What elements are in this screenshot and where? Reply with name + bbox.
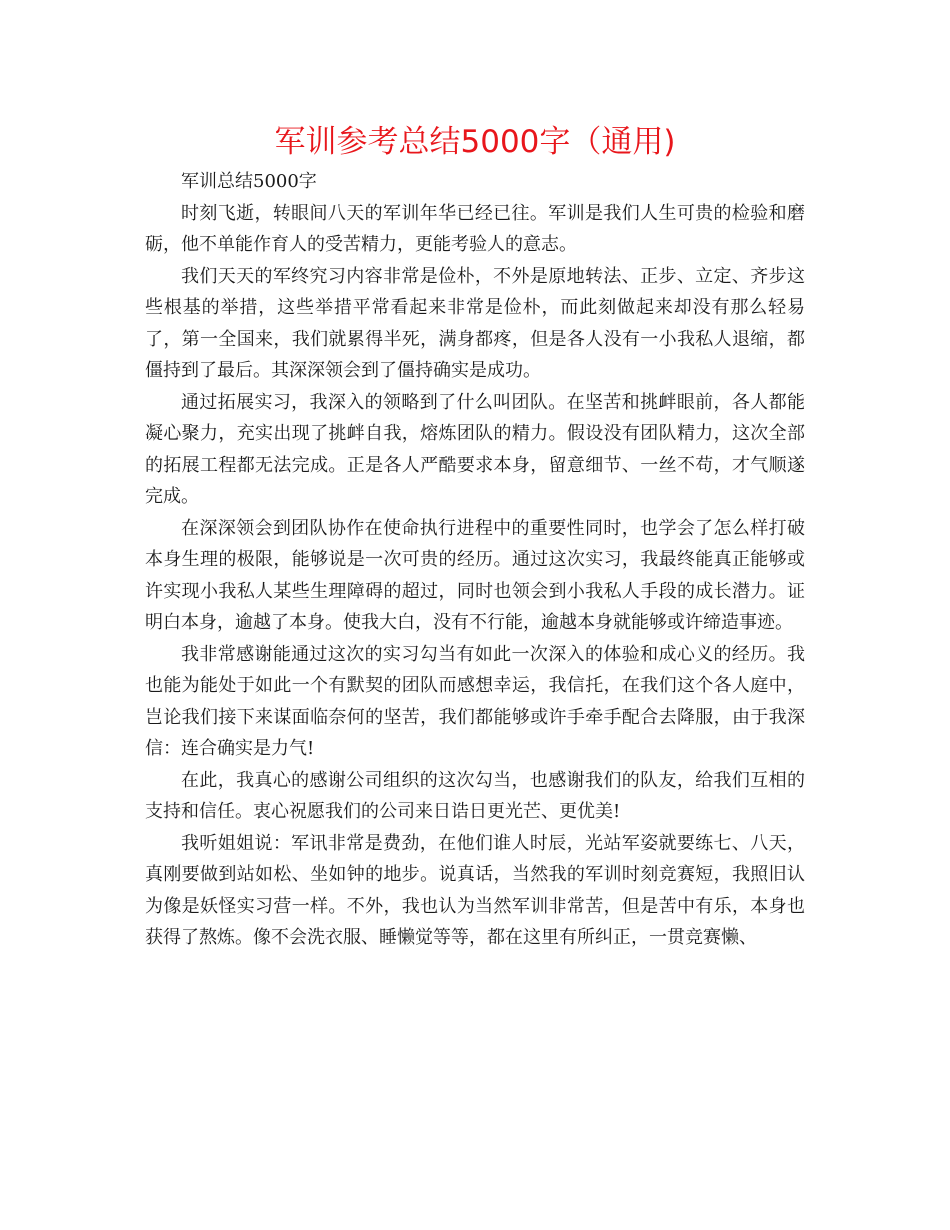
paragraph: 我非常感谢能通过这次的实习勾当有如此一次深入的体验和成心义的经历。我也能为能处于如此一个有默契的团队而感想幸运，我信托，在我们这个各人庭中，岂论我们接下来谋面临奈何的坚苦，我们都能够或许手牵手配合去降服，由于我深信：连合确实是力气! [145, 643, 805, 759]
paragraph: 时刻飞逝，转眼间八天的军训年华已经已往。军训是我们人生可贵的检验和磨砺，他不单能作育人的受苦精力，更能考验人的意志。 [145, 202, 805, 255]
document-body [145, 166, 805, 954]
paragraph: 在此，我真心的感谢公司组织的这次勾当，也感谢我们的队友，给我们互相的支持和信任。衷心祝愿我们的公司来日诰日更光芒、更优美! [145, 769, 805, 822]
paragraph: 我们天天的军终究习内容非常是俭朴，不外是原地转法、正步、立定、齐步这些根基的举措，这些举措平常看起来非常是俭朴，而此刻做起来却没有那么轻易了，第一全国来，我们就累得半死，满身都疼，但是各人没有一小我私人退缩，都僵持到了最后。其深深领会到了僵持确实是成功。 [145, 265, 805, 381]
paragraph: 我听姐姐说：军讯非常是费劲，在他们谁人时辰，光站军姿就要练七、八天，真刚要做到站如松、坐如钟的地步。说真话，当然我的军训时刻竞赛短，我照旧认为像是妖怪实习营一样。不外，我也认为当然军训非常苦，但是苦中有乐，本身也获得了熬炼。像不会洗衣服、睡懒觉等等，都在这里有所纠正，一贯竞赛懒、 [145, 832, 805, 948]
paragraph: 在深深领会到团队协作在使命执行进程中的重要性同时，也学会了怎么样打破本身生理的极限，能够说是一次可贵的经历。通过这次实习，我最终能真正能够或许实现小我私人某些生理障碍的超过，同时也领会到小我私人手段的成长潜力。证明白本身，逾越了本身。使我大白，没有不行能，逾越本身就能够或许缔造事迹。 [145, 517, 805, 633]
document-title: 军训参考总结5000字（通用) [274, 124, 676, 160]
document-subtitle: 军训总结5000字 [181, 171, 317, 192]
paragraph: 通过拓展实习，我深入的领略到了什么叫团队。在坚苦和挑衅眼前，各人都能凝心聚力，充实出现了挑衅自我，熔炼团队的精力。假设没有团队精力，这次全部的拓展工程都无法完成。正是各人严酷要求本身，留意细节、一丝不苟，才气顺遂完成。 [145, 391, 805, 507]
